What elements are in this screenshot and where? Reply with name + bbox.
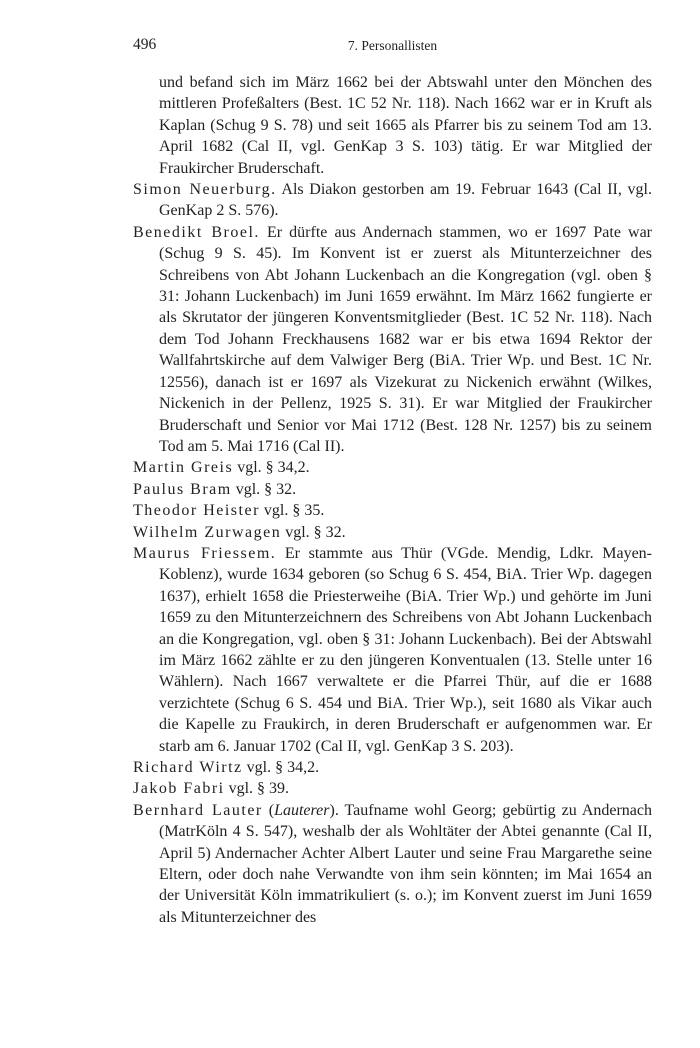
body-text	[133, 72, 652, 928]
entry-continuation	[133, 72, 652, 179]
page-number: 496	[133, 36, 157, 53]
entry-text: vgl. § 34,2.	[233, 459, 310, 477]
entry-text: Als Diakon gestorben am 19. Februar 1643 (Cal II, vgl. GenKap 2 S. 576).	[159, 181, 652, 220]
name-variant: Lauterer	[274, 801, 330, 819]
person-name: Simon Neuerburg.	[133, 181, 277, 199]
entry-benedikt-broel	[133, 222, 652, 457]
person-name: Benedikt Broel.	[133, 223, 260, 241]
entry-martin-greis	[133, 457, 652, 478]
person-name: Martin Greis	[133, 459, 234, 477]
entry-simon-neuerburg	[133, 179, 652, 222]
person-name: Wilhelm Zurwagen	[133, 523, 282, 541]
person-name: Richard Wirtz	[133, 759, 243, 776]
entry-text: ). Taufname wohl Georg; gebürtig zu Andernach (MatrKöln 4 S. 547), weshalb der als Wohltäter der Abtei genannte (Cal II, April 5) Andernacher Achter Albert Lauter und seine Frau Margarethe seine Eltern, oder doch nahe Verwandte von ihm sein könnten; im Mai 1654 an der Universität Köln immatrikuliert (s. o.); im Konvent zuerst im Juni 1659 als Mitunterzeichner des	[159, 801, 653, 926]
person-name: Theodor Heister	[133, 502, 260, 520]
entry-text: vgl. § 35.	[259, 502, 325, 520]
entry-text: und befand sich im März 1662 bei der Abtswahl unter den Mönchen des mittleren Profeßalters (Best. 1C 52 Nr. 118). Nach 1662 war er in Kruft als Kaplan (Schug 9 S. 78) und seit 1665 als Pfarrer bis zu seinem Tod am 13. April 1682 (Cal II, vgl. GenKap 3 S. 103) tätig. Er war Mitglied der Fraukircher Bruderschaft.	[159, 74, 652, 177]
entry-bernhard-lauter	[133, 800, 652, 928]
entry-text-prefix: (	[262, 801, 275, 819]
person-name: Jakob Fabri	[133, 780, 225, 798]
person-name: Bernhard Lauter	[133, 801, 263, 819]
entry-wilhelm-zurwagen	[133, 522, 652, 543]
entry-paulus-bram	[133, 479, 652, 500]
person-name: Paulus Bram	[133, 480, 232, 498]
entry-text: Er stammte aus Thür (VGde. Mendig, Ldkr. Mayen-Koblenz), wurde 1634 geboren (so Schug 6 S. 454, BiA. Trier Wp. dagegen 1637), erhielt 1658 die Priesterweihe (BiA. Trier Wp.) und gehörte im Juni 1659 zu den Mitunterzeichnern des Schreibens von Abt Johann Luckenbach an die Kongregation, vgl. oben § 31: Johann Luckenbach). Bei der Abtswahl im März 1662 zählte er zu den jüngeren Konventualen (13. Stelle unter 16 Wählern). Nach 1667 verwaltete er die Pfarrei Thür, auf die er 1688 verzichtete (Schug 6 S. 454 und BiA. Trier Wp.), seit 1680 als Vikar auch die Kapelle zu Fraukirch, in deren Bruderschaft er aufgenommen war. Er starb am 6. Januar 1702 (Cal II, vgl. GenKap 3 S. 203).	[159, 544, 652, 755]
person-name: Maurus Friessem.	[133, 544, 277, 562]
entry-richard-wirtz	[133, 757, 652, 778]
running-title: 7. Personallisten	[347, 38, 438, 53]
entry-text: vgl. § 32.	[281, 523, 346, 541]
entry-theodor-heister	[133, 500, 652, 521]
page-header	[133, 36, 652, 60]
entry-text: Er dürfte aus Andernach stammen, wo er 1697 Pate war (Schug 9 S. 45). Im Konvent ist er zuerst als Mitunterzeichner des Schreibens von Abt Johann Luckenbach an die Kongregation (vgl. oben § 31: Johann Luckenbach) im Juni 1659 erwähnt. Im März 1662 fungierte er als Skrutator der jüngeren Konventsmitglieder (Best. 1C 52 Nr. 118). Nach dem Tod Johann Freckhausens 1682 war er bis etwa 1694 Rektor der Wallfahrtskirche auf dem Valwiger Berg (BiA. Trier Wp. und Best. 1C Nr. 12556), danach ist er 1697 als Vizekurat zu Nickenich erwähnt (Wilkes, Nickenich in der Pellenz, 1925 S. 31). Er war Mitglied der Fraukircher Bruderschaft und Senior vor Mai 1712 (Best. 128 Nr. 1257) bis zu seinem Tod am 5. Mai 1716 (Cal II).	[159, 223, 653, 455]
entry-maurus-friessem	[133, 543, 652, 757]
entry-text: vgl. § 32.	[231, 480, 297, 498]
entry-text: vgl. § 34,2.	[242, 759, 320, 776]
entry-text: vgl. § 39.	[224, 780, 290, 798]
entry-jakob-fabri	[133, 778, 652, 799]
